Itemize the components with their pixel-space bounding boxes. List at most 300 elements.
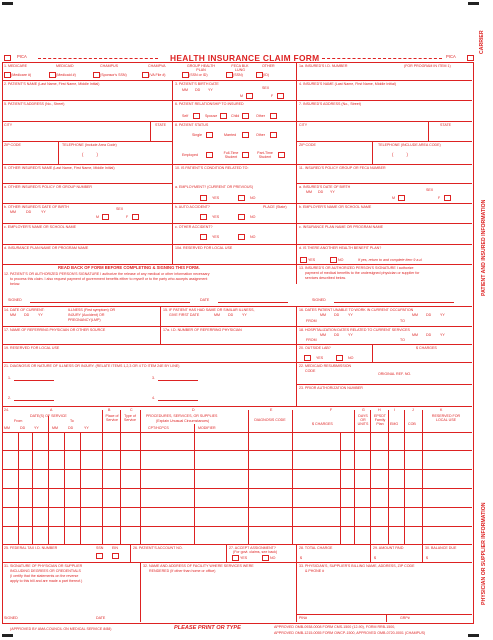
insured-address-label: 7. INSURED'S ADDRESS (No., Street): [299, 102, 361, 106]
col-line: [248, 410, 249, 544]
assign-no: NO: [270, 556, 276, 560]
program-label: (FOR PROGRAM IN ITEM 1): [404, 64, 451, 68]
col-a: A: [50, 408, 53, 412]
ama-approval: (APPROVED BY AMA COUNCIL ON MEDICAL SERVICE 8/88): [10, 627, 112, 631]
col-line: [370, 410, 371, 544]
to-label: TO: [400, 319, 405, 323]
dd-label: DD: [426, 333, 432, 337]
other-status-label: Other: [256, 133, 265, 137]
if-yes-note: If yes, return to and complete item 9 a-d.: [358, 258, 423, 262]
col-divider: [130, 544, 131, 562]
dd-label: DD: [334, 313, 340, 317]
diag-line: [158, 400, 198, 401]
referring-id-label: 17a. I.D. NUMBER OF REFERRING PHYSICIAN: [163, 328, 242, 332]
row-line: [2, 326, 472, 327]
print-or-type: PLEASE PRINT OR TYPE: [174, 625, 241, 631]
mm-label: MM: [52, 426, 58, 430]
col-divider: [172, 80, 173, 164]
accept-assign-sub: (For govt. claims, see back): [233, 550, 278, 554]
other-sex-m-checkbox[interactable]: [102, 214, 109, 220]
married-label: Married: [224, 133, 237, 137]
assign-no-checkbox[interactable]: [262, 555, 269, 561]
dd-label: DD: [26, 210, 32, 214]
modifier-label: MODIFIER: [198, 426, 216, 430]
diag-1: 1.: [8, 376, 11, 380]
zip-label: ZIP CODE: [4, 143, 21, 147]
omb-line1: APPROVED OMB-0938-0008 FORM CMS-1500 (12-90), FORM RRB-1500,: [274, 625, 396, 629]
insured-dob-label: a. INSURED'S DATE OF BIRTH: [299, 185, 351, 189]
other-accident-label: c. OTHER ACCIDENT?: [175, 225, 213, 229]
lab-no-checkbox[interactable]: [336, 355, 343, 361]
col-e: E: [270, 408, 273, 412]
single-checkbox[interactable]: [206, 132, 213, 138]
other-rel-checkbox[interactable]: [270, 113, 277, 119]
col-divider: [226, 544, 227, 562]
ins-sex-f-checkbox[interactable]: [444, 195, 451, 201]
resubmission-label: 22. MEDICAID RESUBMISSION: [299, 364, 352, 368]
telephone-ins-label: TELEPHONE (INCLUDE AREA CODE): [378, 143, 441, 147]
medicare-sub: (Medicare #): [11, 73, 32, 77]
col-divider: [172, 164, 173, 244]
illness-label: ILLNESS (First symptom) OR: [68, 308, 116, 312]
col-line: [140, 410, 141, 544]
dd-label: DD: [318, 190, 324, 194]
ins-sex-m-checkbox[interactable]: [398, 195, 405, 201]
sex-label: SEX: [116, 207, 124, 211]
medicare-label: 1. MEDICARE: [4, 64, 27, 68]
row-line: [2, 544, 472, 545]
yy-label: YY: [208, 88, 213, 92]
sig13-line3: services described below.: [305, 276, 346, 280]
omb-line2: APPROVED OMB-1215-0055 FORM OWCP-1500, APPROVED OMB-0720-0001 (CHAMPUS): [274, 631, 426, 635]
champus-sub: (Sponsor's SSN): [100, 73, 127, 77]
col-divider: [296, 306, 297, 406]
mm-label: MM: [412, 313, 418, 317]
mm-label: MM: [4, 426, 10, 430]
lab-yes-checkbox[interactable]: [304, 355, 311, 361]
row-line: [296, 384, 472, 385]
physician-side-label: PHYSICIAN OR SUPPLIER INFORMATION: [481, 502, 487, 605]
feca-sub: (SSN): [233, 73, 243, 77]
paid-dollar: $: [374, 556, 376, 560]
row-line: [2, 183, 172, 184]
form-title: HEALTH INSURANCE CLAIM FORM: [170, 53, 320, 63]
billing-label-l2: & PHONE #: [305, 569, 325, 573]
child-checkbox[interactable]: [242, 113, 249, 119]
other-dob-label: b. OTHER INSURED'S DATE OF BIRTH: [4, 205, 69, 209]
f-label: F: [126, 215, 129, 219]
medicare-checkbox[interactable]: [4, 72, 11, 78]
yy-label: YY: [330, 190, 335, 194]
col-i: I: [394, 408, 395, 412]
state-divider: [150, 121, 151, 141]
row-line: [2, 80, 472, 81]
employment-yes-checkbox[interactable]: [200, 195, 207, 201]
diag-line: [158, 380, 198, 381]
pos-label: Place of Service: [105, 414, 119, 422]
other-acc-yes-checkbox[interactable]: [200, 234, 207, 240]
amount-paid-label: 29. AMOUNT PAID: [373, 546, 404, 550]
sign-line: [334, 302, 454, 303]
col-line: [354, 410, 355, 544]
yy-label: YY: [34, 426, 39, 430]
group-checkbox[interactable]: [182, 72, 189, 78]
yy-label: YY: [242, 313, 247, 317]
row-line: [2, 406, 472, 407]
another-yes-checkbox[interactable]: [300, 257, 307, 263]
ins-employer-label: b. EMPLOYER'S NAME OR SCHOOL NAME: [299, 205, 372, 209]
spouse-checkbox[interactable]: [220, 113, 227, 119]
col-h: H: [378, 408, 381, 412]
child-label: Child: [231, 114, 240, 118]
col-divider: [386, 614, 387, 622]
yy-label: YY: [38, 313, 43, 317]
medicaid-label: MEDICAID: [56, 64, 74, 68]
relationship-label: 6. PATIENT RELATIONSHIP TO INSURED: [175, 102, 244, 106]
ft-student-checkbox[interactable]: [242, 152, 249, 158]
from-label: FROM: [306, 319, 317, 323]
line24-label: 24.: [4, 408, 9, 412]
pica-left: PICA: [17, 54, 27, 59]
mm-label: MM: [306, 190, 312, 194]
signature-31-l4: apply to this bill and are made a part thereof.): [10, 579, 83, 583]
hospitalization-label: 18. HOSPITALIZATION DATES RELATED TO CURRENT SERVICES: [299, 328, 410, 332]
to-col-label: To: [70, 419, 74, 423]
married-checkbox[interactable]: [242, 132, 249, 138]
medicaid-sub: (Medicaid #): [56, 73, 76, 77]
col-divider: [422, 544, 423, 562]
from-col-label: From: [14, 419, 23, 423]
dd-label: DD: [24, 313, 30, 317]
auto-accident-label: b. AUTO ACCIDENT?: [175, 205, 210, 209]
condition-related-label: 10. IS PATIENT'S CONDITION RELATED TO:: [175, 166, 249, 170]
sig13-line2: payment of medical benefits to the undersigned physician or supplier for: [305, 271, 420, 275]
city-ins-label: CITY: [299, 123, 308, 127]
cob-label: COB: [408, 422, 416, 426]
dd-label: DD: [334, 333, 340, 337]
col-j: J: [412, 408, 414, 412]
signed-12: SIGNED: [8, 298, 22, 302]
diag-3: 3.: [152, 376, 155, 380]
date-current-label: 14. DATE OF CURRENT:: [4, 308, 45, 312]
diag-4: 4.: [152, 396, 155, 400]
col-g: G: [362, 408, 365, 412]
employment-no: NO: [250, 196, 256, 200]
reserved-local-label: RESERVED FOR LOCAL USE: [431, 414, 461, 422]
outside-lab-label: 20. OUTSIDE LAB?: [299, 346, 331, 350]
service-row-line: [2, 450, 472, 451]
state-label: STATE: [155, 123, 167, 127]
another-no: NO: [338, 258, 344, 262]
sig12-line2: to process this claim. I also request payment of government benefits either to myself or to the party who accepts assignment: [10, 277, 208, 281]
unable-work-label: 16. DATES PATIENT UNABLE TO WORK IN CURRENT OCCUPATION: [299, 308, 414, 312]
self-label: Self: [182, 114, 189, 118]
yy-label: YY: [440, 333, 445, 337]
m-label: M: [240, 94, 243, 98]
m-label: M: [392, 196, 395, 200]
mm-label: MM: [320, 333, 326, 337]
zip-divider: [372, 141, 373, 164]
row-line: [2, 100, 472, 101]
zip-ins-label: ZIP CODE: [299, 143, 316, 147]
single-label: Single: [192, 133, 202, 137]
other-insured-name-label: 9. OTHER INSURED'S NAME (Last Name, First Name, Middle Initial): [4, 166, 115, 170]
medicaid-checkbox[interactable]: [49, 72, 56, 78]
signature-31-l2: INCLUDING DEGREES OR CREDENTIALS: [10, 569, 81, 573]
col-line: [292, 410, 293, 544]
first-date-label: GIVE FIRST DATE: [169, 313, 200, 317]
m-label: M: [96, 215, 99, 219]
patient-name-label: 2. PATIENT'S NAME (Last Name, First Name, Middle Initial): [4, 82, 100, 86]
state-ins-label: STATE: [440, 123, 452, 127]
explain-label: (Explain Unusual Circumstances): [156, 419, 210, 423]
diag-code-label: DIAGNOSIS CODE: [254, 418, 286, 422]
other-label: OTHER: [262, 64, 275, 68]
area-code-paren-ins: ( ): [392, 152, 408, 157]
row-line: [2, 223, 472, 224]
yy-label: YY: [440, 313, 445, 317]
read-back-note: READ BACK OF FORM BEFORE COMPLETING & SIGNING THIS FORM.: [58, 265, 200, 270]
epsdt-label: EPSDT Family Plan: [374, 414, 386, 426]
col-divider: [160, 306, 161, 326]
champva-sub: (VA File #): [149, 73, 166, 77]
procedures-label: PROCEDURES, SERVICES, OR SUPPLIES: [146, 414, 218, 418]
city-label: CITY: [4, 123, 13, 127]
bottom-left-bar: [2, 634, 13, 637]
col-c: C: [130, 408, 133, 412]
dd-label: DD: [68, 426, 74, 430]
col-line: [120, 410, 121, 544]
date-12: DATE: [200, 298, 210, 302]
ins-plan-label: c. INSURANCE PLAN NAME OR PROGRAM NAME: [299, 225, 384, 229]
service-row-line: [2, 469, 472, 470]
row1-divider: [296, 62, 297, 80]
mm-label: MM: [214, 313, 220, 317]
pt-student-label: Part-Time Student: [257, 151, 273, 159]
col-divider: [160, 326, 161, 344]
resubmission-code: CODE: [305, 369, 316, 373]
date-31: DATE: [96, 616, 106, 620]
carrier-side-label: CARRIER: [479, 30, 485, 54]
other-sex-f-checkbox[interactable]: [132, 214, 139, 220]
diag-line: [14, 380, 54, 381]
other-status-checkbox[interactable]: [270, 132, 277, 138]
row-line: [2, 432, 472, 433]
dos-label: DATE(S) OF SERVICE: [30, 414, 67, 418]
other-acc-no: NO: [250, 235, 256, 239]
same-illness-label: 15. IF PATIENT HAS HAD SAME OR SIMILAR ILLNESS,: [163, 308, 255, 312]
row-line: [296, 183, 472, 184]
state-divider: [428, 121, 429, 141]
pt-student-checkbox[interactable]: [278, 152, 285, 158]
policy-group-label: 11. INSURED'S POLICY GROUP OR FECA NUMBER: [299, 166, 386, 170]
group-sub: (SSN or ID): [189, 73, 208, 77]
sign-line: [218, 302, 288, 303]
patient-side-label: PATIENT AND INSURED INFORMATION: [481, 199, 487, 296]
employed-checkbox[interactable]: [206, 152, 213, 158]
mm-label: MM: [182, 88, 188, 92]
col-divider: [296, 562, 297, 622]
row-line: [296, 141, 472, 142]
auto-no: NO: [250, 215, 256, 219]
employment-label: a. EMPLOYMENT? (CURRENT OR PREVIOUS): [175, 185, 254, 189]
signature-31-l3: (I certify that the statements on the reverse: [10, 574, 79, 578]
row-line: [2, 562, 472, 563]
total-charge-label: 28. TOTAL CHARGE: [299, 546, 333, 550]
reserved-19-label: 19. RESERVED FOR LOCAL USE: [4, 346, 60, 350]
injury-label: INJURY (Accident) OR: [68, 313, 105, 317]
sig13-line1: 13. INSURED'S OR AUTHORIZED PERSON'S SIGNATURE I authorize: [299, 266, 414, 270]
signed-31: SIGNED: [4, 616, 18, 620]
service-row-line: [2, 526, 472, 527]
row-line: [2, 244, 472, 245]
sig12-line3: below.: [10, 282, 21, 286]
balance-due-label: 30. BALANCE DUE: [425, 546, 457, 550]
top-left-bar: [2, 2, 13, 5]
champus-checkbox[interactable]: [93, 72, 100, 78]
birth-date-label: 3. PATIENT'S BIRTH DATE: [175, 82, 219, 86]
billing-label-l1: 33. PHYSICIAN'S, SUPPLIER'S BILLING NAME, ADDRESS, ZIP CODE: [299, 564, 415, 568]
cpt-label: CPT/HCPCS: [148, 426, 169, 430]
row-line: [2, 141, 172, 142]
sex-label: SEX: [426, 188, 434, 192]
patient-status-label: 8. PATIENT STATUS: [175, 123, 209, 127]
assign-yes-checkbox[interactable]: [232, 555, 239, 561]
mm-label: MM: [10, 313, 16, 317]
patient-address-label: 5. PATIENT'S ADDRESS (No., Street): [4, 102, 65, 106]
col-k: K: [440, 408, 443, 412]
col-divider: [172, 244, 173, 264]
pica-left-box[interactable]: [4, 55, 11, 61]
ft-student-label: Full-Time Student: [223, 151, 239, 159]
balance-dollar: $: [426, 556, 428, 560]
ssn-label: SSN: [96, 546, 104, 550]
area-code-paren: ( ): [82, 152, 98, 157]
other-policy-label: a. OTHER INSURED'S POLICY OR GROUP NUMBER: [4, 185, 93, 189]
ein-label: EIN: [112, 546, 118, 550]
other-acc-no-checkbox[interactable]: [238, 234, 245, 240]
lab-no: NO: [348, 356, 354, 360]
col-line: [404, 410, 405, 544]
col-d: D: [192, 408, 195, 412]
col-line: [422, 410, 423, 544]
pica-right-box[interactable]: [467, 55, 474, 61]
employment-no-checkbox[interactable]: [238, 195, 245, 201]
service-row-line: [2, 488, 472, 489]
f-label: F: [438, 196, 441, 200]
lab-charges-label: $ CHARGES: [416, 346, 437, 350]
tos-label: Type of Service: [124, 414, 136, 422]
yy-label: YY: [348, 313, 353, 317]
dd-label: DD: [228, 313, 234, 317]
champva-label: CHAMPVA: [148, 64, 166, 68]
top-right-bar: [468, 2, 479, 5]
zip-divider: [58, 141, 59, 164]
diagnosis-label: 21. DIAGNOSIS OR NATURE OF ILLNESS OR INJURY. (RELATE ITEMS 1,2,3 OR 4 TO ITEM 24E BY LINE): [4, 364, 180, 368]
dd-label: DD: [195, 88, 201, 92]
assign-yes: YES: [240, 556, 248, 560]
yy-label: YY: [84, 426, 89, 430]
self-checkbox[interactable]: [193, 113, 200, 119]
signed-13: SIGNED: [312, 298, 326, 302]
reserved-10d-label: 10d. RESERVED FOR LOCAL USE: [175, 246, 233, 250]
row-line: [2, 362, 472, 363]
mm-label: MM: [412, 333, 418, 337]
col-divider: [296, 544, 297, 562]
col-line: [48, 416, 49, 544]
row-line: [2, 203, 472, 204]
employed-label: Employed: [182, 153, 198, 157]
other-employer-label: c. EMPLOYER'S NAME OR SCHOOL NAME: [4, 225, 77, 229]
ssn-checkbox[interactable]: [96, 553, 103, 559]
col-divider: [296, 80, 297, 244]
f-label: F: [271, 94, 274, 98]
mm-label: MM: [320, 313, 326, 317]
bottom-right-bar: [468, 634, 479, 637]
ein-checkbox[interactable]: [112, 553, 119, 559]
insured-name-label: 4. INSURED'S NAME (Last Name, First Name, Middle Initial): [299, 82, 396, 86]
facility-label-l1: 32. NAME AND ADDRESS OF FACILITY WHERE SERVICES WERE: [143, 564, 254, 568]
yy-label: YY: [348, 333, 353, 337]
divider-dash: [322, 58, 442, 59]
auto-no-checkbox[interactable]: [238, 214, 245, 220]
divider-dash: [38, 58, 158, 59]
facility-label-l2: RENDERED (If other than home or office): [149, 569, 216, 573]
mm-label: MM: [10, 210, 16, 214]
col-line: [102, 410, 103, 544]
col-divider: [140, 562, 141, 622]
f-charges-label: $ CHARGES: [312, 422, 333, 426]
dd-label: DD: [426, 313, 432, 317]
feca-checkbox[interactable]: [226, 72, 233, 78]
auto-yes-checkbox[interactable]: [200, 214, 207, 220]
diag-line: [14, 400, 54, 401]
other-rel-label: Other: [256, 114, 265, 118]
col-divider: [372, 344, 373, 362]
signature-31-l1: 31. SIGNATURE OF PHYSICIAN OR SUPPLIER: [4, 564, 83, 568]
other-checkbox[interactable]: [256, 72, 263, 78]
col-b: B: [108, 408, 111, 412]
another-no-checkbox[interactable]: [330, 257, 337, 263]
employment-yes: YES: [212, 196, 220, 200]
col-divider: [370, 544, 371, 562]
other-acc-yes: YES: [212, 235, 220, 239]
champus-label: CHAMPUS: [100, 64, 118, 68]
feca-label: FECA BLK LUNG: [231, 64, 249, 72]
account-no-label: 26. PATIENT'S ACCOUNT NO.: [133, 546, 183, 550]
champva-checkbox[interactable]: [142, 72, 149, 78]
tax-id-label: 25. FEDERAL TAX I.D. NUMBER: [4, 546, 58, 550]
row-line: [296, 614, 472, 615]
dd-label: DD: [20, 426, 26, 430]
place-state-label: PLACE (State): [263, 205, 287, 209]
telephone-label: TELEPHONE (Include Area Code): [62, 143, 117, 147]
emg-label: EMG: [390, 422, 399, 426]
group-label: GROUP HEALTH PLAN: [186, 64, 216, 72]
another-yes: YES: [308, 258, 316, 262]
days-label: DAYS OR UNITS: [357, 414, 369, 426]
from-label: FROM: [306, 338, 317, 342]
row-line: [2, 344, 472, 345]
service-row-line: [2, 507, 472, 508]
col-line: [388, 410, 389, 544]
sex-m-checkbox[interactable]: [246, 93, 253, 99]
grp-label: GRP#: [400, 616, 410, 620]
spouse-label: Spouse: [205, 114, 218, 118]
pin-label: PIN#: [299, 616, 307, 620]
accept-assign-label: 27. ACCEPT ASSIGNMENT?: [229, 546, 276, 550]
sex-f-checkbox[interactable]: [277, 93, 284, 99]
